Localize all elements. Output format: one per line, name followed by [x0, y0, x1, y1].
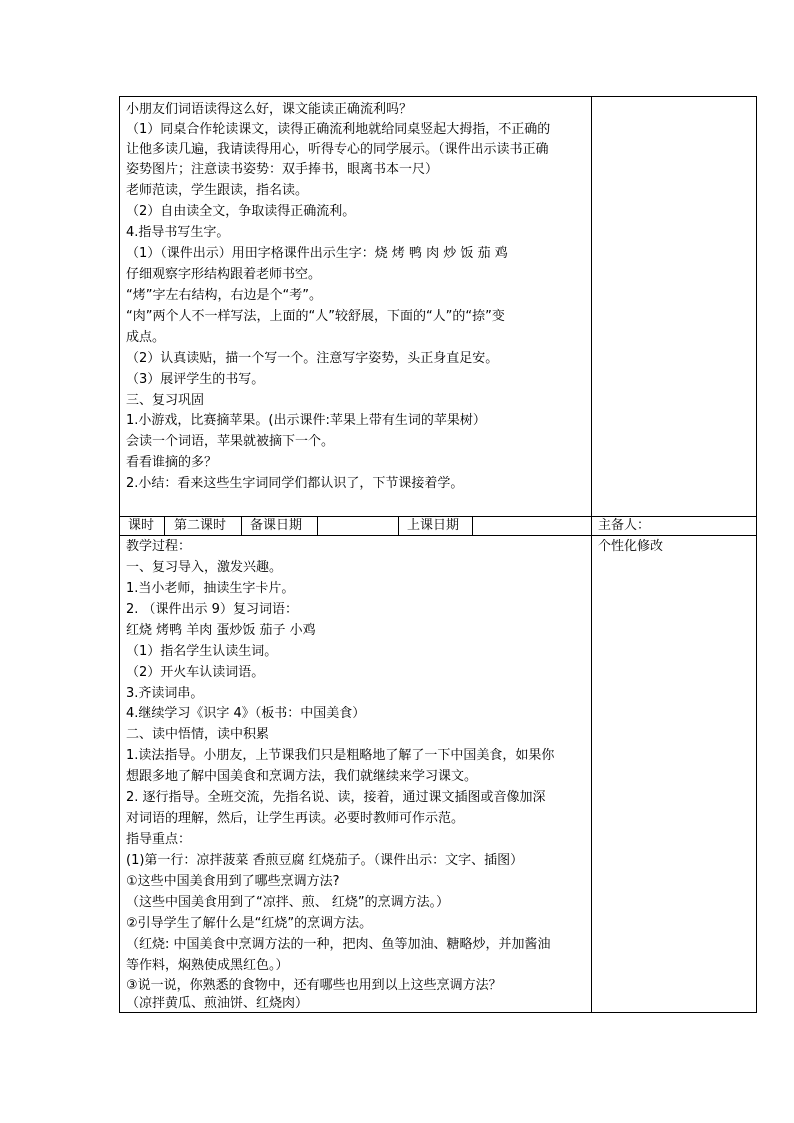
content-line: 指导重点： — [126, 832, 192, 847]
content-line: 红烧 烤鸭 羊肉 蛋炒饭 茄子 小鸡 — [126, 623, 316, 638]
content-line: 想跟多地了解中国美食和烹调方法，我们就继续来学习课文。 — [126, 769, 478, 784]
content-line: 一、复习导入，激发兴趣。 — [126, 560, 283, 575]
content-line: 对词语的理解，然后，让学生再读。必要时教师可作示范。 — [126, 811, 465, 826]
period-value: 第二课时 — [174, 518, 227, 533]
content-line: 2. （课件出示 9）复习词语： — [126, 602, 298, 617]
content-line: 小朋友们词语读得这么好，课文能读正确流利吗？ — [126, 102, 413, 117]
content-line: ②引导学生了解什么是“红烧”的烹调方法。 — [126, 916, 373, 931]
content-line: 2. 逐行指导。全班交流，先指名说、读，接着，通过课文插图或音像加深 — [126, 790, 546, 805]
content-line: 看看谁摘的多？ — [126, 455, 218, 470]
period-label: 课时 — [128, 518, 155, 533]
header-divider — [317, 516, 318, 535]
content-line: 二、读中悟情，读中积累 — [126, 727, 270, 742]
side-column-divider — [591, 97, 592, 1012]
content-line: 4.继续学习《识字 4》（板书：中国美食） — [126, 706, 366, 721]
content-line: 等作料，焖熟使成黑红色。） — [126, 958, 289, 973]
content-line: （1）（课件出示）用田字格课件出示生字：烧 烤 鸭 肉 炒 饭 茄 鸡 — [126, 246, 508, 261]
content-line: ③说一说，你熟悉的食物中，还有哪些也用到以上这些烹调方法？ — [126, 978, 502, 993]
content-line: （这些中国美食用到了“凉拌、煎、 红烧”的烹调方法。） — [126, 895, 450, 910]
content-line: （2）开火车认读词语。 — [126, 665, 265, 680]
content-line: 1.小游戏，比赛摘苹果。(出示课件:苹果上带有生词的苹果树） — [126, 413, 486, 428]
content-line: 让他多读几遍，我请读得用心，听得专心的同学展示。（课件出示读书正确 — [126, 142, 549, 157]
personalized-edit-label: 个性化修改 — [598, 539, 664, 554]
content-line: “烤”字左右结构，右边是个“考”。 — [126, 288, 322, 303]
content-line: 教学过程： — [126, 539, 192, 554]
prep-date-label: 备课日期 — [250, 518, 303, 533]
content-line: 会读一个词语，苹果就被摘下一个。 — [126, 434, 335, 449]
content-line: 老师范读，学生跟读，指名读。 — [126, 183, 309, 198]
content-line: (1)第一行：凉拌菠菜 香煎豆腐 红烧茄子。（课件出示：文字、插图） — [126, 853, 524, 868]
content-line: （红烧: 中国美食中烹调方法的一种，把肉、鱼等加油、糖略炒，并加酱油 — [126, 937, 551, 952]
content-line: 1.读法指导。小朋友，上节课我们只是粗略地了解了一下中国美食，如果你 — [126, 748, 555, 763]
content-line: ①这些中国美食用到了哪些烹调方法? — [126, 874, 340, 889]
content-line: 姿势图片；注意读书姿势：双手捧书，眼离书本一尺） — [126, 162, 439, 177]
content-line: 3.齐读词串。 — [126, 686, 204, 701]
content-line: （1）同桌合作轮读课文，读得正确流利地就给同桌竖起大拇指，不正确的 — [126, 122, 551, 137]
content-line: 成点。 — [126, 330, 166, 345]
lesson-plan-table — [119, 96, 757, 1013]
preparer-label: 主备人： — [598, 518, 651, 533]
class-date-label: 上课日期 — [407, 518, 460, 533]
header-divider — [472, 516, 473, 535]
content-line: 仔细观察字形结构跟着老师书空。 — [126, 267, 322, 282]
content-line: （1）指名学生认读生词。 — [126, 644, 278, 659]
content-line: 2.小结：看来这些生字词同学们都认识了，下节课接着学。 — [126, 476, 464, 491]
content-line: （凉拌黄瓜、煎油饼、红烧肉） — [126, 996, 309, 1011]
header-divider — [241, 516, 242, 535]
header-divider — [398, 516, 399, 535]
content-line: （3）展评学生的书写。 — [126, 372, 265, 387]
content-line: （2）认真读贴，描一个写一个。注意写字姿势，头正身直足安。 — [126, 351, 499, 366]
content-line: 4.指导书写生字。 — [126, 225, 230, 240]
content-line: 1.当小老师，抽读生字卡片。 — [126, 581, 295, 596]
content-line: “肉”两个人不一样写法，上面的“人”较舒展，下面的“人”的“捺”变 — [126, 309, 505, 324]
header-divider — [164, 516, 165, 535]
content-line: （2）自由读全文，争取读得正确流利。 — [126, 204, 356, 219]
content-line: 三、复习巩固 — [126, 393, 205, 408]
